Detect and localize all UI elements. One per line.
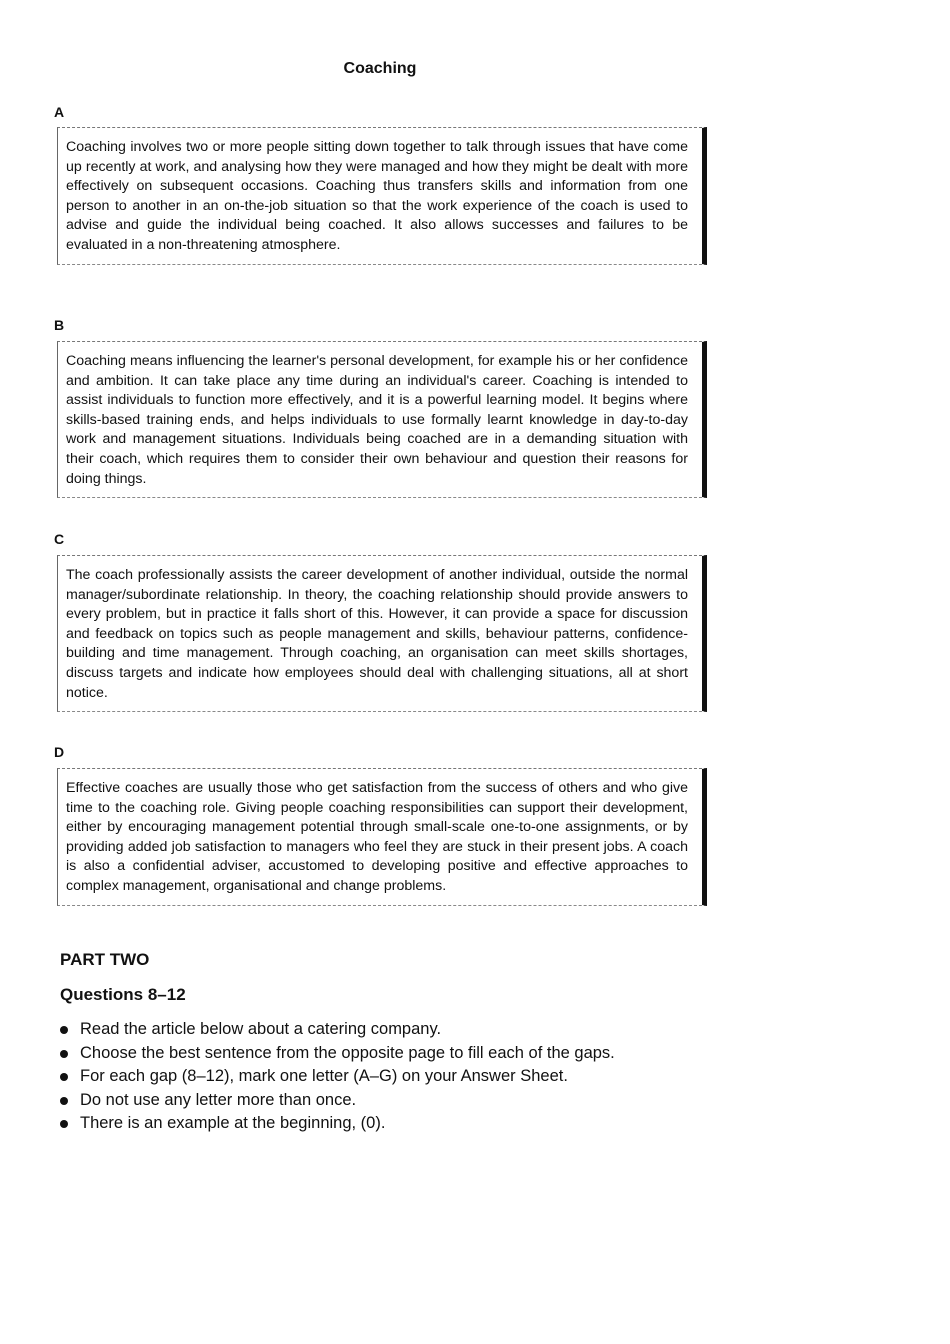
section-box-b: Coaching means influencing the learner's personal development, for example his or her confidence and ambition. It can take place any time during an individual's career. Coaching is intended to assist individuals to function more effectively, and it is a powerful learning model. It begins where skills-based training ends, and helps individuals to use formally learnt knowledge in day-to-day work and management situations. Individuals being coached are in a demanding situation with their coach, which requires them to consider their own behaviour and question their reasons for doing things.	[57, 341, 707, 498]
section-box-c: The coach professionally assists the career development of another individual, outside the normal manager/subordinate relationship. In theory, the coaching relationship should provide answers to every problem, but in practice it falls short of this. However, it can provide a space for discussion and feedback on topics such as people management and skills, behaviour patterns, confidence-building and time management. Through coaching, an organisation can meet skills shortages, discuss targets and indicate how employees should deal with challenging situations, all at short notice.	[57, 555, 707, 712]
questions-heading: Questions 8–12	[60, 985, 186, 1004]
instruction-text: Choose the best sentence from the opposite page to fill each of the gaps.	[80, 1043, 615, 1062]
section-letter-b: B	[54, 317, 65, 333]
page-title: Coaching	[343, 60, 417, 77]
list-item	[58, 1065, 615, 1089]
instruction-text: There is an example at the beginning, (0).	[80, 1114, 386, 1132]
instruction-text: For each gap (8–12), mark one letter (A–G) on your Answer Sheet.	[80, 1067, 568, 1085]
instruction-text: Read the article below about a catering company.	[80, 1020, 442, 1038]
bullet-icon	[60, 1073, 68, 1081]
instructions-list	[58, 1018, 615, 1136]
section-box-d: Effective coaches are usually those who get satisfaction from the success of others and who give time to the coaching role. Giving people coaching responsibilities can support their development, either by encouraging management potential through small-scale one-to-one assignments, or by providing added job satisfaction to managers who feel they are stuck in their present jobs. A coach is also a confidential adviser, accustomed to developing positive and effective approaches to complex management, organisational and change problems.	[57, 768, 707, 906]
list-item	[58, 1018, 615, 1042]
bullet-icon	[60, 1120, 68, 1128]
part-two-heading: PART TWO	[60, 950, 150, 969]
section-letter-d: D	[54, 744, 65, 760]
list-item	[58, 1112, 615, 1136]
list-item	[58, 1042, 615, 1066]
section-letter-c: C	[54, 531, 65, 547]
section-box-a: Coaching involves two or more people sitting down together to talk through issues that have come up recently at work, and analysing how they were managed and how they might be dealt with more effectively on subsequent occasions. Coaching thus transfers skills and information from one person to another in an on-the-job situation so that the work experience of the coach is used to advise and guide the individual being coached. It also allows successes and failures to be evaluated in a non-threatening atmosphere.	[57, 127, 707, 265]
bullet-icon	[60, 1097, 68, 1105]
list-item	[58, 1089, 615, 1113]
bullet-icon	[60, 1026, 68, 1034]
section-letter-a: A	[54, 104, 65, 120]
instruction-text: Do not use any letter more than once.	[80, 1090, 357, 1109]
bullet-icon	[60, 1050, 68, 1058]
